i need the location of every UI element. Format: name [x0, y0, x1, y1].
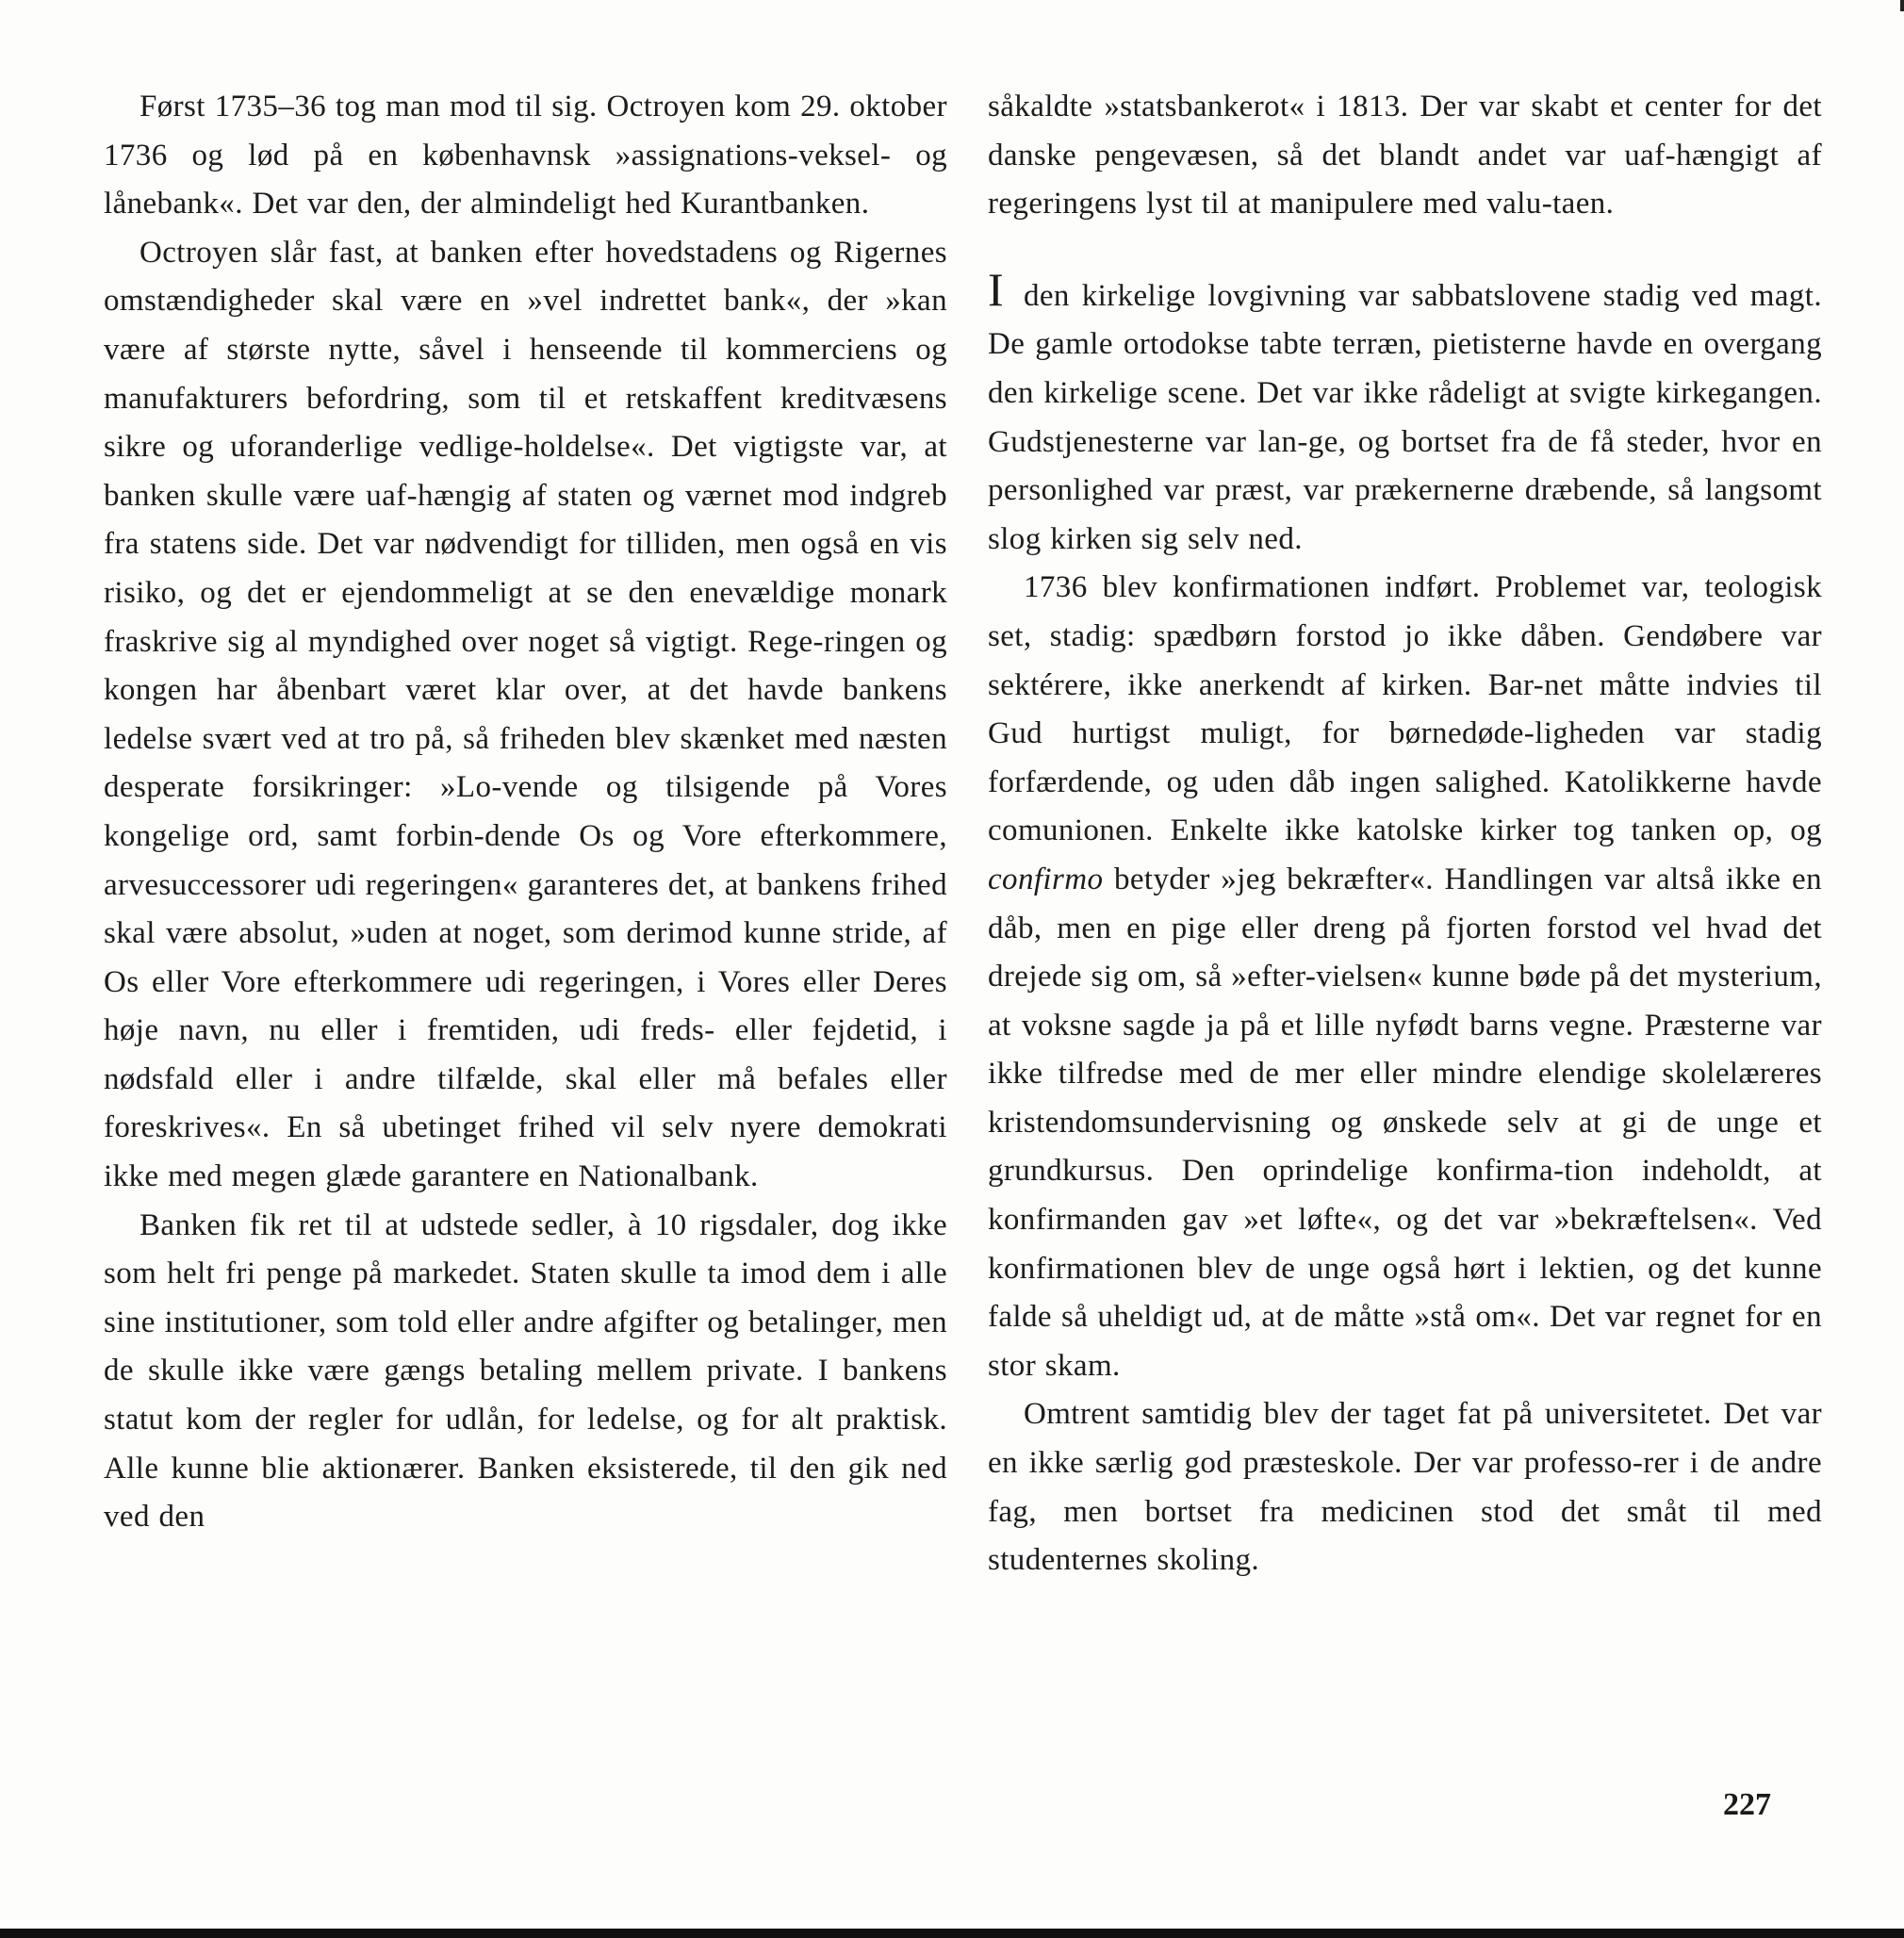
paragraph-university: Omtrent samtidig blev der taget fat på universitetet. Det var en ikke særlig god præsteskole. Der var professo-rer i de andre fag, men bortset fra medicinen stod det småt til med studenternes skoling. [988, 1397, 1822, 1578]
paragraph-church-law [988, 262, 1822, 565]
right-column [988, 83, 1822, 1585]
paragraph-church-law-text: den kirkelige lovgivning var sabbatslovene stadig ved magt. De gamle ortodokse tabte terræn, pietisterne havde en overgang den kirkelige scene. Det var ikke rådeligt at svigte kirkegangen. Gudstjenesterne var lan-ge, og bortset fra de få steder, hvor en personlighed var præst, var prækernerne dræbende, så langsomt slog kirken sig selv ned. [988, 278, 1822, 556]
confirmation-text-end: betyder »jeg bekræfter«. Handlingen var altså ikke en dåb, men en pige eller dreng på fjorten forstod vel hvad det drejede sig om, så »efter-vielsen« kunne bøde på det mysterium, at voksne sagde ja på et lille nyfødt barns vegne. Præsterne var ikke tilfredse med de mer eller mindre elendige skolelæreres kristendomsundervisning og ønskede selv at gi de unge et grundkursus. Den oprindelige konfirma-tion indeholdt, at konfirmanden gav »et løfte«, og det var »bekræftelsen«. Ved konfirmationen blev de unge også hørt i lektien, og det kunne falde så uheldigt ud, at de måtte »stå om«. Det var regnet for en stor skam. [988, 862, 1822, 1383]
confirmation-text-start: 1736 blev konfirmationen indført. Problemet var, teologisk set, stadig: spædbørn forstod jo ikke dåben. Gendøbere var sektérere, ikke anerkendt af kirken. Bar-net måtte indvies til Gud hurtigst muligt, for børnedøde-ligheden var stadig forfærdende, og uden dåb ingen salighed. Katolikkerne havde comunionen. Enkelte ikke katolske kirker tog tanken op, og [988, 570, 1822, 848]
paragraph-confirmation [988, 564, 1822, 1390]
page-edge-mark [1900, 0, 1904, 11]
paragraph-continuation: såkaldte »statsbankerot« i 1813. Der var skabt et center for det danske pengevæsen, så det blandt andet var uaf-hængigt af regeringens lyst til at manipulere med valu-taen. [988, 90, 1822, 222]
confirmation-italic-word: confirmo [988, 862, 1104, 896]
paragraph-bank-freedom: Octroyen slår fast, at banken efter hovedstadens og Rigernes omstændigheder skal være en »vel indrettet bank«, der »kan være af største nytte, såvel i henseende til kommerciens og manufakturers befordring, som til et retskaffent kreditvæsens sikre og uforanderlige vedlige-holdelse«. Det vigtigste var, at banken skulle være uaf-hængig af staten og værnet mod indgreb fra statens side. Det var nødvendigt for tilliden, men også en vis risiko, og det er ejendommeligt at se den enevældige monark fraskrive sig al myndighed over noget så vigtigt. Rege-ringen og kongen har åbenbart været klar over, at det havde bankens ledelse svært ved at tro på, så friheden blev skænket med næsten desperate forsikringer: »Lo-vende og tilsigende på Vores kongelige ord, samt forbin-dende Os og Vore efterkommere, arvesuccessorer udi regeringen« garanteres det, at bankens frihed skal være absolut, »uden at noget, som derimod kunne stride, af Os eller Vore efterkommere udi regeringen, i Vores eller Deres høje navn, nu eller i fremtiden, udi freds- eller fejdetid, i nødsfald eller i andre tilfælde, skal eller må befales eller foreskrives«. En så ubetinget frihed vil selv nyere demokrati ikke med megen glæde garantere en Nationalbank. [104, 235, 947, 1194]
page-bottom-edge [0, 1929, 1904, 1938]
paragraph-banknotes: Banken fik ret til at udstede sedler, à 10 rigsdaler, dog ikke som helt fri penge på markedet. Staten skulle ta imod dem i alle sine institutioner, som told eller andre afgifter og betalinger, men de skulle ikke være gængs betaling mellem private. I bankens statut kom der regler for udlån, for ledelse, og for alt praktisk. Alle kunne blie aktionærer. Banken eksisterede, til den gik ned ved den [104, 1207, 947, 1535]
paragraph-octroy-1736: Først 1735–36 tog man mod til sig. Octroyen kom 29. oktober 1736 og lød på en københavnsk »assignations-veksel- og lånebank«. Det var den, der almindeligt hed Kurantbanken. [104, 90, 947, 222]
dropcap-letter: I [988, 262, 1005, 316]
page-number: 227 [1723, 1787, 1771, 1822]
left-column [104, 83, 947, 1542]
